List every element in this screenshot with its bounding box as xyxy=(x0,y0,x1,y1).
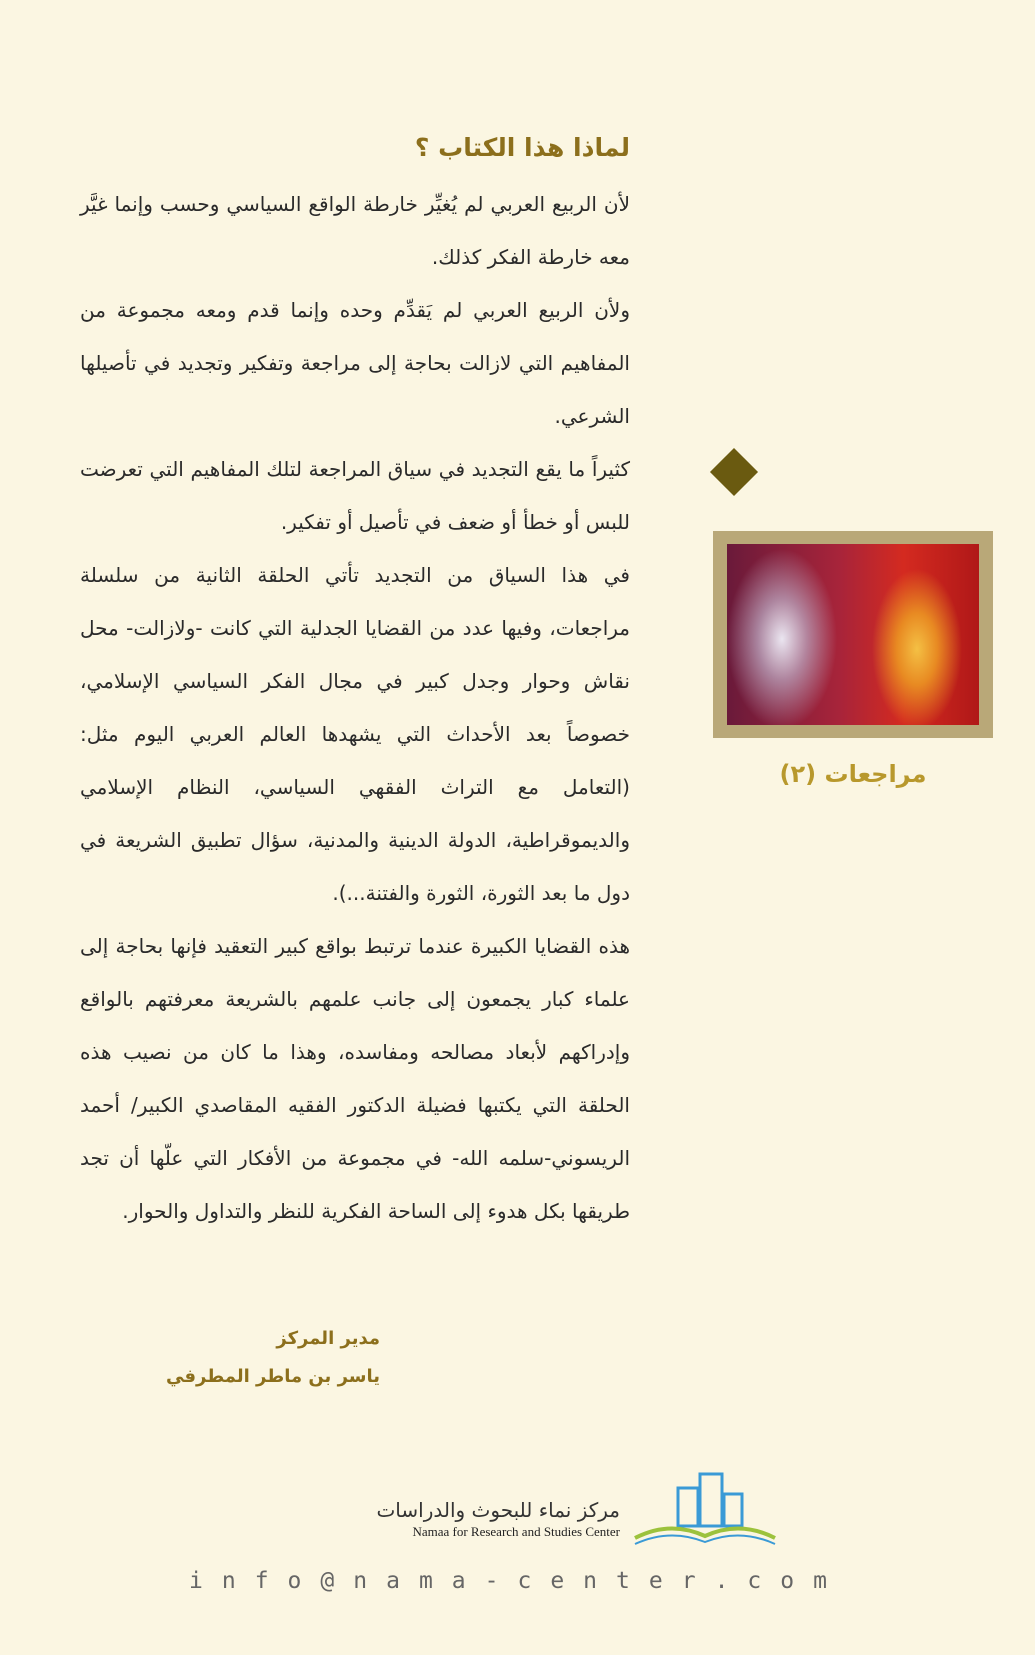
email-address[interactable]: info@nama-center.com xyxy=(189,1568,846,1594)
article-body xyxy=(80,130,630,1238)
cover-image-frame xyxy=(713,531,993,738)
signature-role: مدير المركز xyxy=(276,1328,380,1349)
logo-english-text: Namaa for Research and Studies Center xyxy=(412,1524,620,1539)
signature-name: ياسر بن ماطر المطرفي xyxy=(166,1366,380,1387)
series-label: مراجعات (٢) xyxy=(779,760,927,788)
signature-block xyxy=(80,1320,380,1396)
diamond-ornament-icon xyxy=(710,448,758,496)
namaa-logo xyxy=(300,1470,780,1550)
logo-arabic-text: مركز نماء للبحوث والدراسات xyxy=(376,1498,620,1522)
paragraph-4: في هذا السياق من التجديد تأتي الحلقة الثانية من سلسلة مراجعات، وفيها عدد من القضايا الجدلية التي كانت -ولازالت- محل نقاش وحوار وجدل كبير في مجال الفكر السياسي الإسلامي، خصوصاً بعد الأحداث التي يشهدها العالم العربي اليوم مثل: (التعامل مع التراث الفقهي السياسي، النظام الإسلامي والديموقراطية، الدولة الدينية والمدنية، سؤال تطبيق الشريعة في دول ما بعد الثورة، الثورة والفتنة...). xyxy=(80,563,630,905)
article-title: لماذا هذا الكتاب ؟ xyxy=(414,133,630,162)
cover-image xyxy=(727,544,979,725)
book-buildings-logo-icon xyxy=(630,1470,780,1550)
paragraph-2: ولأن الربيع العربي لم يَقدِّم وحده وإنما قدم ومعه مجموعة من المفاهيم التي لازالت بحاجة إلى مراجعة وتفكير وتجديد في تأصيلها الشرعي. xyxy=(80,298,630,428)
paragraph-3: كثيراً ما يقع التجديد في سياق المراجعة لتلك المفاهيم التي تعرضت للبس أو خطأ أو ضعف في تأصيل أو تفكير. xyxy=(80,457,630,534)
paragraph-1: لأن الربيع العربي لم يُغيِّر خارطة الواقع السياسي وحسب وإنما غيَّر معه خارطة الفكر كذلك. xyxy=(80,192,630,269)
paragraph-5: هذه القضايا الكبيرة عندما ترتبط بواقع كبير التعقيد فإنها بحاجة إلى علماء كبار يجمعون إلى جانب علمهم بالشريعة معرفتهم بالواقع وإدراكهم لأبعاد مصالحه ومفاسده، وهذا ما كان من نصيب هذه الحلقة التي يكتبها فضيلة الدكتور الفقيه المقاصدي الكبير/ أحمد الريسوني-سلمه الله- في مجموعة من الأفكار التي علّها أن تجد طريقها بكل هدوء إلى الساحة الفكرية للنظر والتداول والحوار. xyxy=(80,934,630,1223)
